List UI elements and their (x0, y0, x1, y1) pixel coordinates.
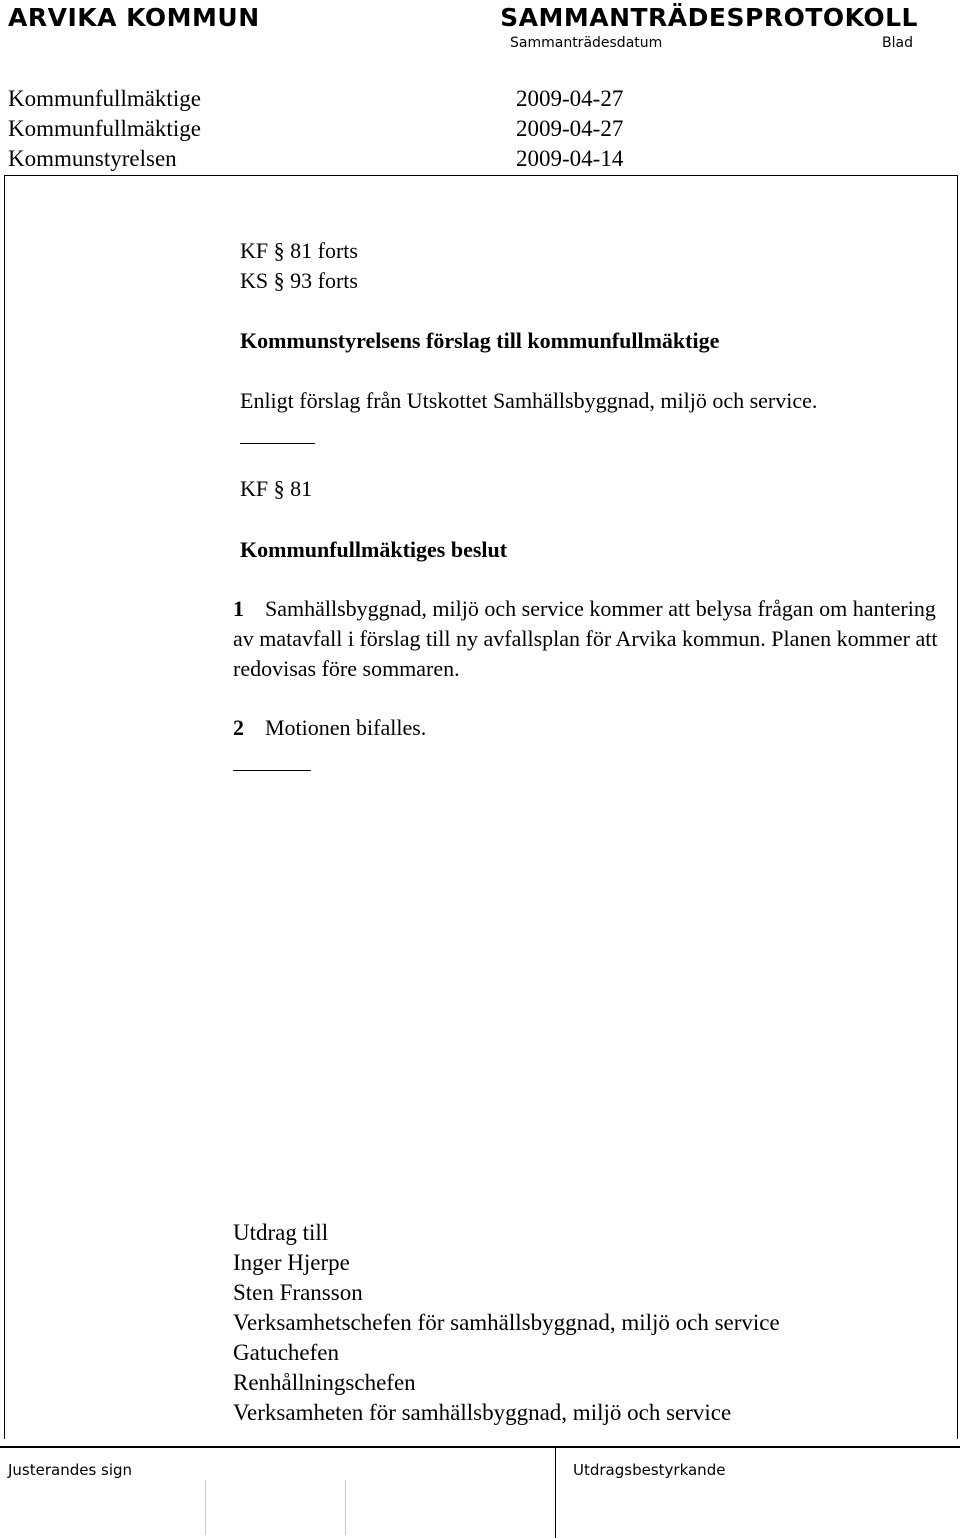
decision-item-text: Samhällsbyggnad, miljö och service kommer att belysa frågan om hantering av matavfall i förslag till ny avfallsplan för Arvika kommun. Planen kommer att redovisas före sommaren. (233, 596, 938, 681)
distribution-recipient: Sten Fransson (233, 1280, 363, 1305)
ks-proposal-heading: Kommunstyrelsens förslag till kommunfullmäktige (240, 328, 720, 353)
meeting-date: 2009-04-27 (516, 86, 624, 111)
document-type: SAMMANTRÄDESPROTOKOLL (500, 3, 918, 32)
footer-divider (555, 1448, 556, 1538)
ks-proposal-text: Enligt förslag från Utskottet Samhällsbyggnad, miljö och service. (240, 388, 818, 413)
organization-name: ARVIKA KOMMUN (8, 3, 260, 32)
distribution-recipient: Gatuchefen (233, 1340, 339, 1365)
decision-item-number: 1 (233, 596, 244, 621)
kf-decision-heading: Kommunfullmäktiges beslut (240, 537, 508, 562)
certification-label: Utdragsbestyrkande (573, 1461, 726, 1479)
distribution-label: Utdrag till (233, 1220, 329, 1245)
meeting-body: Kommunstyrelsen (8, 146, 177, 171)
page-label: Blad (882, 35, 913, 51)
meeting-date: 2009-04-14 (516, 146, 624, 171)
meeting-date: 2009-04-27 (516, 116, 624, 141)
meeting-body: Kommunfullmäktige (8, 86, 201, 111)
distribution-recipient: Inger Hjerpe (233, 1250, 350, 1275)
meeting-body: Kommunfullmäktige (8, 116, 201, 141)
meeting-date-label: Sammanträdesdatum (510, 35, 663, 51)
signature-box (345, 1480, 346, 1535)
signature-label: Justerandes sign (8, 1461, 133, 1479)
distribution-recipient: Renhållningschefen (233, 1370, 416, 1395)
signature-box (205, 1480, 206, 1535)
decision-item-text: Motionen bifalles. (265, 715, 427, 740)
footer-rule (0, 1446, 960, 1448)
ks-section-ref: KS § 93 forts (240, 268, 358, 293)
decision-item (233, 594, 953, 684)
decision-item-number: 2 (233, 715, 244, 740)
separator-rule (233, 770, 311, 771)
kf-decision-ref: KF § 81 (240, 476, 313, 501)
separator-rule (240, 443, 315, 444)
content-frame (4, 175, 958, 1439)
decision-item (233, 713, 953, 743)
kf-section-ref: KF § 81 forts (240, 238, 358, 263)
distribution-recipient: Verksamheten för samhällsbyggnad, miljö och service (233, 1400, 732, 1425)
distribution-recipient: Verksamhetschefen för samhällsbyggnad, miljö och service (233, 1310, 780, 1335)
